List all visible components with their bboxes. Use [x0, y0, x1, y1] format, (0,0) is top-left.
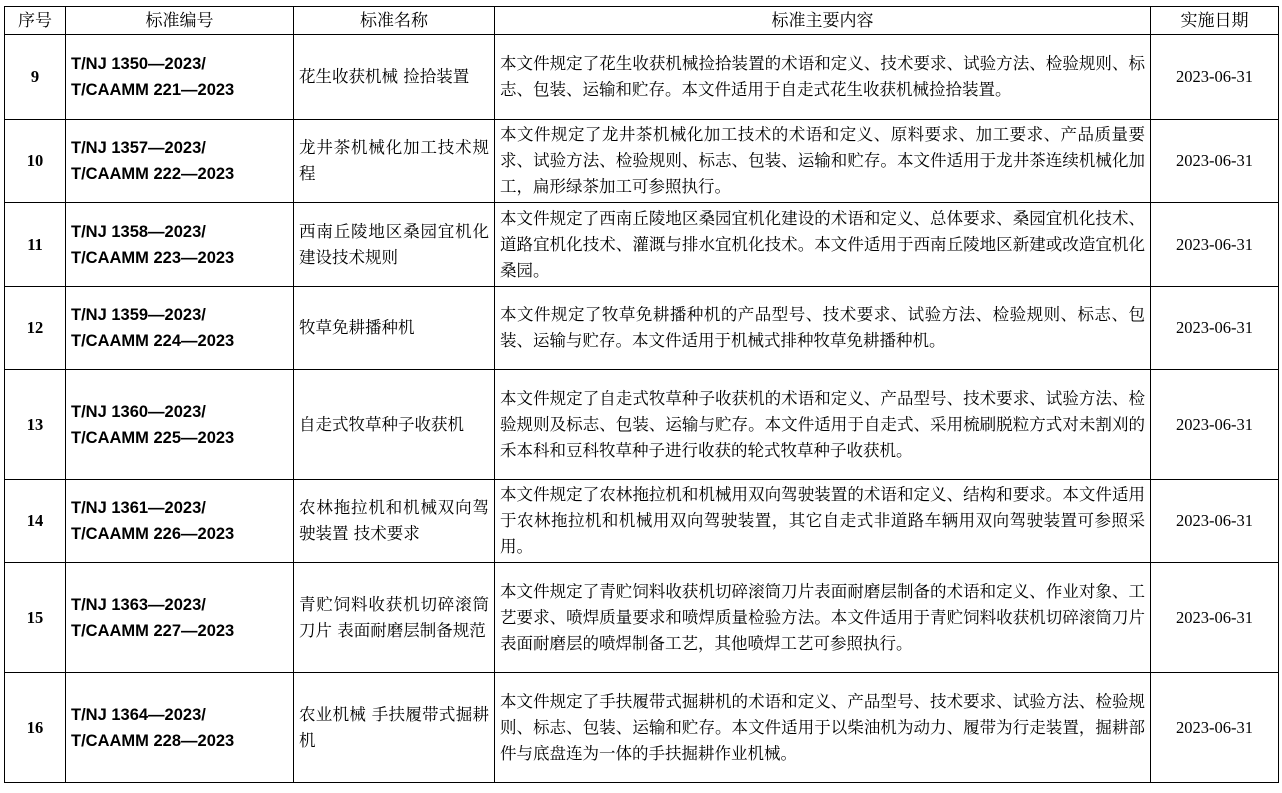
standard-code-caamm: T/CAAMM 228—2023 [71, 731, 235, 750]
effective-date: 2023-06-31 [1151, 203, 1279, 287]
standard-code [66, 480, 294, 563]
standard-content: 本文件规定了自走式牧草种子收获机的术语和定义、产品型号、技术要求、试验方法、检验规则及标志、包装、运输与贮存。本文件适用于自走式、采用梳刷脱粒方式对未割刈的禾本科和豆科牧草种子进行收获的轮式牧草种子收获机。 [495, 370, 1151, 480]
table-row [5, 203, 1279, 287]
standard-code-nj: T/NJ 1359—2023/ [71, 306, 206, 324]
standard-content: 本文件规定了农林拖拉机和机械用双向驾驶装置的术语和定义、结构和要求。本文件适用于农林拖拉机和机械用双向驾驶装置，其它自走式非道路车辆用双向驾驶装置可参照采用。 [495, 480, 1151, 563]
standard-name: 青贮饲料收获机切碎滚筒刀片 表面耐磨层制备规范 [294, 563, 495, 673]
standard-code-caamm: T/CAAMM 225—2023 [71, 428, 235, 447]
standard-code-caamm: T/CAAMM 224—2023 [71, 332, 235, 350]
table-row [5, 287, 1279, 370]
standard-content: 本文件规定了花生收获机械捡拾装置的术语和定义、技术要求、试验方法、检验规则、标志、包装、运输和贮存。本文件适用于自走式花生收获机械捡拾装置。 [495, 35, 1151, 120]
row-number: 15 [5, 563, 66, 673]
standard-code [66, 673, 294, 783]
standard-name: 牧草免耕播种机 [294, 287, 495, 370]
standard-code-nj: T/NJ 1363—2023/ [71, 595, 206, 614]
effective-date: 2023-06-31 [1151, 673, 1279, 783]
standard-content: 本文件规定了龙井茶机械化加工技术的术语和定义、原料要求、加工要求、产品质量要求、试验方法、检验规则、标志、包装、运输和贮存。本文件适用于龙井茶连续机械化加工，扁形绿茶加工可参照执行。 [495, 120, 1151, 203]
row-number: 9 [5, 35, 66, 120]
row-number: 10 [5, 120, 66, 203]
standard-code-caamm: T/CAAMM 221—2023 [71, 81, 235, 99]
standard-content: 本文件规定了牧草免耕播种机的产品型号、技术要求、试验方法、检验规则、标志、包装、运输与贮存。本文件适用于机械式排种牧草免耕播种机。 [495, 287, 1151, 370]
table-row [5, 120, 1279, 203]
header-content: 标准主要内容 [495, 7, 1151, 35]
standard-code-nj: T/NJ 1361—2023/ [71, 499, 206, 517]
header-name: 标准名称 [294, 7, 495, 35]
row-number: 11 [5, 203, 66, 287]
standard-code-nj: T/NJ 1357—2023/ [71, 139, 206, 157]
standard-name: 自走式牧草种子收获机 [294, 370, 495, 480]
standard-code-nj: T/NJ 1364—2023/ [71, 705, 206, 724]
standard-code-caamm: T/CAAMM 226—2023 [71, 525, 235, 543]
header-date: 实施日期 [1151, 7, 1279, 35]
effective-date: 2023-06-31 [1151, 287, 1279, 370]
effective-date: 2023-06-31 [1151, 563, 1279, 673]
standard-code-nj: T/NJ 1350—2023/ [71, 55, 206, 73]
standard-code [66, 563, 294, 673]
table-row [5, 673, 1279, 783]
table-row [5, 480, 1279, 563]
standard-name: 西南丘陵地区桑园宜机化建设技术规则 [294, 203, 495, 287]
standard-name: 农业机械 手扶履带式掘耕机 [294, 673, 495, 783]
table-body [5, 35, 1279, 783]
header-no: 序号 [5, 7, 66, 35]
table-header [5, 7, 1279, 35]
standard-code [66, 35, 294, 120]
effective-date: 2023-06-31 [1151, 35, 1279, 120]
standard-content: 本文件规定了手扶履带式掘耕机的术语和定义、产品型号、技术要求、试验方法、检验规则、标志、包装、运输和贮存。本文件适用于以柴油机为动力、履带为行走装置，掘耕部件与底盘连为一体的手扶掘耕作业机械。 [495, 673, 1151, 783]
standard-name: 龙井茶机械化加工技术规程 [294, 120, 495, 203]
effective-date: 2023-06-31 [1151, 370, 1279, 480]
header-code: 标准编号 [66, 7, 294, 35]
header-row [5, 7, 1279, 35]
standard-name: 花生收获机械 捡拾装置 [294, 35, 495, 120]
effective-date: 2023-06-31 [1151, 120, 1279, 203]
effective-date: 2023-06-31 [1151, 480, 1279, 563]
standards-table [4, 6, 1279, 783]
row-number: 13 [5, 370, 66, 480]
table-row [5, 370, 1279, 480]
row-number: 16 [5, 673, 66, 783]
standard-code-nj: T/NJ 1360—2023/ [71, 402, 206, 421]
standard-name: 农林拖拉机和机械双向驾驶装置 技术要求 [294, 480, 495, 563]
table-row [5, 35, 1279, 120]
standard-code-nj: T/NJ 1358—2023/ [71, 222, 206, 241]
standard-code [66, 203, 294, 287]
standard-code [66, 287, 294, 370]
standard-content: 本文件规定了西南丘陵地区桑园宜机化建设的术语和定义、总体要求、桑园宜机化技术、道路宜机化技术、灌溉与排水宜机化技术。本文件适用于西南丘陵地区新建或改造宜机化桑园。 [495, 203, 1151, 287]
standard-code-caamm: T/CAAMM 227—2023 [71, 621, 235, 640]
standard-code [66, 370, 294, 480]
standard-code [66, 120, 294, 203]
standard-code-caamm: T/CAAMM 222—2023 [71, 165, 235, 183]
table-row [5, 563, 1279, 673]
row-number: 12 [5, 287, 66, 370]
row-number: 14 [5, 480, 66, 563]
standard-content: 本文件规定了青贮饲料收获机切碎滚筒刀片表面耐磨层制备的术语和定义、作业对象、工艺要求、喷焊质量要求和喷焊质量检验方法。本文件适用于青贮饲料收获机切碎滚筒刀片表面耐磨层的喷焊制备工艺，其他喷焊工艺可参照执行。 [495, 563, 1151, 673]
standard-code-caamm: T/CAAMM 223—2023 [71, 248, 235, 267]
